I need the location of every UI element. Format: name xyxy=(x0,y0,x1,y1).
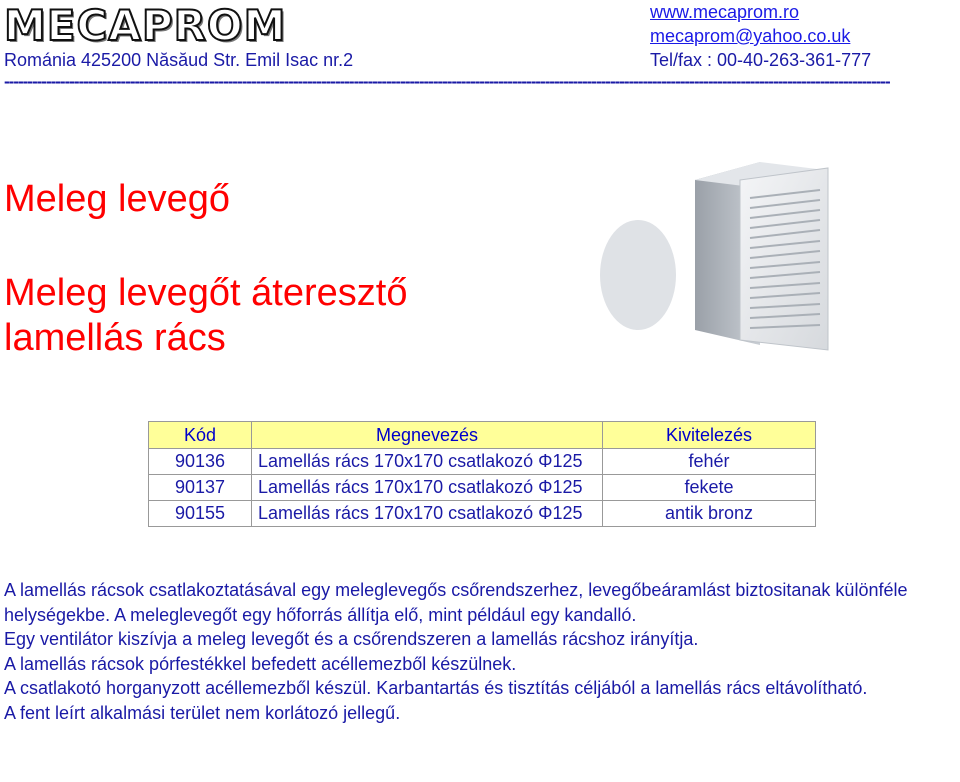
contact-block xyxy=(650,0,871,72)
cell-finish: fehér xyxy=(603,449,816,475)
cell-code: 90155 xyxy=(149,501,252,527)
cell-finish: fekete xyxy=(603,475,816,501)
table-row xyxy=(149,449,816,475)
cell-code: 90137 xyxy=(149,475,252,501)
louvered-grille-image xyxy=(590,140,840,365)
cell-code: 90136 xyxy=(149,449,252,475)
cell-name: Lamellás rács 170x170 csatlakozó Φ125 xyxy=(252,449,603,475)
header-finish: Kivitelezés xyxy=(603,422,816,449)
table-header-row xyxy=(149,422,816,449)
header-name: Megnevezés xyxy=(252,422,603,449)
header-code: Kód xyxy=(149,422,252,449)
phone-number: Tel/fax : 00-40-263-361-777 xyxy=(650,50,872,70)
table-row xyxy=(149,501,816,527)
description-paragraph: A csatlakotó horganyzott acéllemezből készül. Karbantartás és tisztítás céljából a lamellás rács eltávolítható. xyxy=(4,678,868,698)
product-title-line1: Meleg levegőt áteresztő xyxy=(4,272,408,314)
description-paragraph: A fent leírt alkalmási terület nem korlátozó jellegű. xyxy=(4,702,401,723)
header-separator: ---------------------------------------------------------------------------------------------------------------------------------------------------------------------------------------------- xyxy=(4,72,890,91)
cell-finish: antik bronz xyxy=(603,501,816,527)
description-paragraph: Egy ventilátor kiszívja a meleg levegőt és a csőrendszeren a lamellás rácshoz irányítja. xyxy=(4,629,699,649)
product-description xyxy=(4,578,954,725)
cell-name: Lamellás rács 170x170 csatlakozó Φ125 xyxy=(252,475,603,501)
table-row xyxy=(149,475,816,501)
company-address: Románia 425200 Năsăud Str. Emil Isac nr.2 xyxy=(4,50,354,70)
page-title: Meleg levegő xyxy=(4,178,231,220)
product-table xyxy=(148,421,816,527)
company-logo: MECAPROM xyxy=(4,1,287,50)
website-link[interactable]: www.mecaprom.ro xyxy=(650,2,800,22)
cell-name: Lamellás rács 170x170 csatlakozó Φ125 xyxy=(252,501,603,527)
description-paragraph: A lamellás rácsok pórfestékkel befedett acéllemezből készülnek. xyxy=(4,653,517,674)
product-title-line2: lamellás rács xyxy=(4,317,226,359)
description-paragraph: A lamellás rácsok csatlakoztatásával egy meleglevegős csőrendszerhez, levegőbeáramlást biztositanak különféle helységekbe. A meleglevegőt egy hőforrás állítja elő, mint például egy kandalló. xyxy=(4,580,908,625)
email-link[interactable]: mecaprom@yahoo.co.uk xyxy=(650,26,851,46)
pipe-connector xyxy=(600,220,676,330)
grille-frame xyxy=(740,168,828,350)
